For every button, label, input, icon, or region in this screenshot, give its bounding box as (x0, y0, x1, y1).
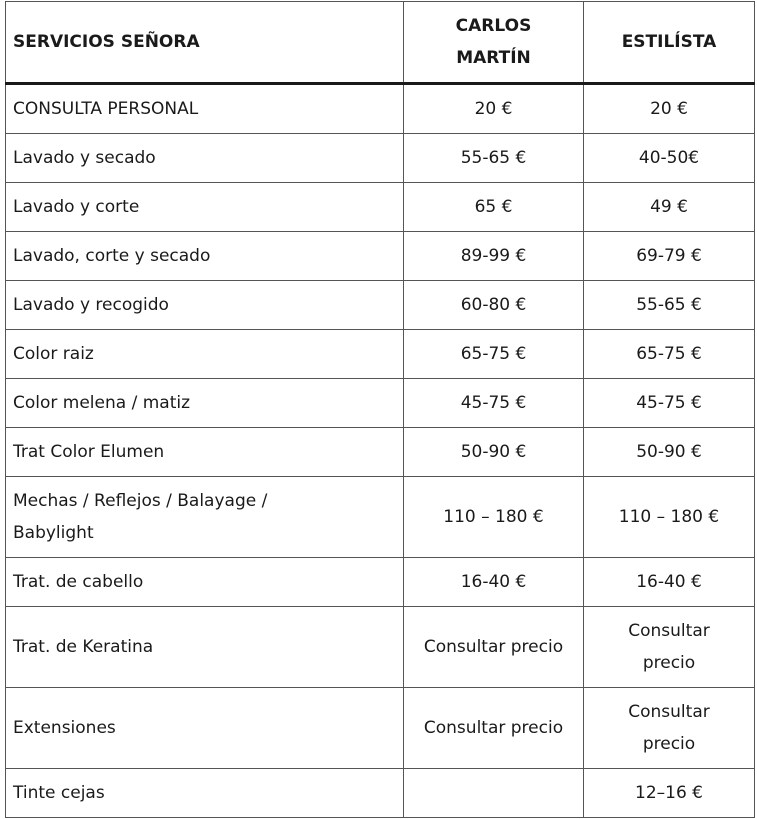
table-row (6, 232, 755, 281)
price-carlos: 50-90 € (404, 428, 584, 477)
price-carlos (404, 769, 584, 818)
price-estilista-line1: Consultar (628, 621, 710, 641)
service-name: Trat. de cabello (6, 558, 404, 607)
price-estilista-line2: precio (642, 734, 696, 754)
table-row (6, 477, 755, 558)
table-body (6, 84, 755, 818)
table-row (6, 330, 755, 379)
price-table-container (5, 1, 754, 818)
service-name: Lavado y corte (6, 183, 404, 232)
service-name: CONSULTA PERSONAL (6, 84, 404, 134)
price-estilista-line1: Consultar (628, 702, 710, 722)
table-row (6, 688, 755, 769)
price-estilista: 49 € (584, 183, 755, 232)
price-carlos: 20 € (404, 84, 584, 134)
price-estilista: 69-79 € (584, 232, 755, 281)
price-estilista: 12–16 € (584, 769, 755, 818)
price-carlos: 55-65 € (404, 134, 584, 183)
service-name (6, 477, 404, 558)
price-estilista: 110 – 180 € (584, 477, 755, 558)
price-estilista: 50-90 € (584, 428, 755, 477)
price-table (5, 1, 755, 818)
price-estilista-line2: precio (642, 653, 696, 673)
service-name: Tinte cejas (6, 769, 404, 818)
price-carlos: 45-75 € (404, 379, 584, 428)
header-carlos-line1: CARLOS (455, 16, 532, 36)
price-estilista (584, 688, 755, 769)
price-carlos: 89-99 € (404, 232, 584, 281)
price-carlos: 65-75 € (404, 330, 584, 379)
service-name: Lavado y recogido (6, 281, 404, 330)
table-header (6, 2, 755, 84)
service-name: Trat Color Elumen (6, 428, 404, 477)
service-name-line1: Mechas / Reflejos / Balayage / (13, 491, 268, 511)
table-row (6, 428, 755, 477)
price-carlos: Consultar precio (404, 607, 584, 688)
service-name-line2: Babylight (13, 523, 94, 543)
table-row (6, 134, 755, 183)
price-estilista: 55-65 € (584, 281, 755, 330)
table-row (6, 558, 755, 607)
header-service: SERVICIOS SEÑORA (6, 2, 404, 84)
service-name: Extensiones (6, 688, 404, 769)
price-carlos: 65 € (404, 183, 584, 232)
price-estilista: 65-75 € (584, 330, 755, 379)
service-name: Trat. de Keratina (6, 607, 404, 688)
price-estilista: 45-75 € (584, 379, 755, 428)
header-carlos-martin (404, 2, 584, 84)
price-carlos: 110 – 180 € (404, 477, 584, 558)
service-name: Color raiz (6, 330, 404, 379)
header-estilista: ESTILÍSTA (584, 2, 755, 84)
service-name: Color melena / matiz (6, 379, 404, 428)
table-row (6, 84, 755, 134)
service-name: Lavado y secado (6, 134, 404, 183)
table-row (6, 607, 755, 688)
price-carlos: Consultar precio (404, 688, 584, 769)
price-estilista: 20 € (584, 84, 755, 134)
header-row (6, 2, 755, 84)
price-carlos: 60-80 € (404, 281, 584, 330)
price-estilista: 16-40 € (584, 558, 755, 607)
table-row (6, 281, 755, 330)
price-carlos: 16-40 € (404, 558, 584, 607)
table-row (6, 379, 755, 428)
table-row (6, 183, 755, 232)
price-estilista (584, 607, 755, 688)
price-estilista: 40-50€ (584, 134, 755, 183)
service-name: Lavado, corte y secado (6, 232, 404, 281)
table-row (6, 769, 755, 818)
header-carlos-line2: MARTÍN (456, 48, 531, 68)
